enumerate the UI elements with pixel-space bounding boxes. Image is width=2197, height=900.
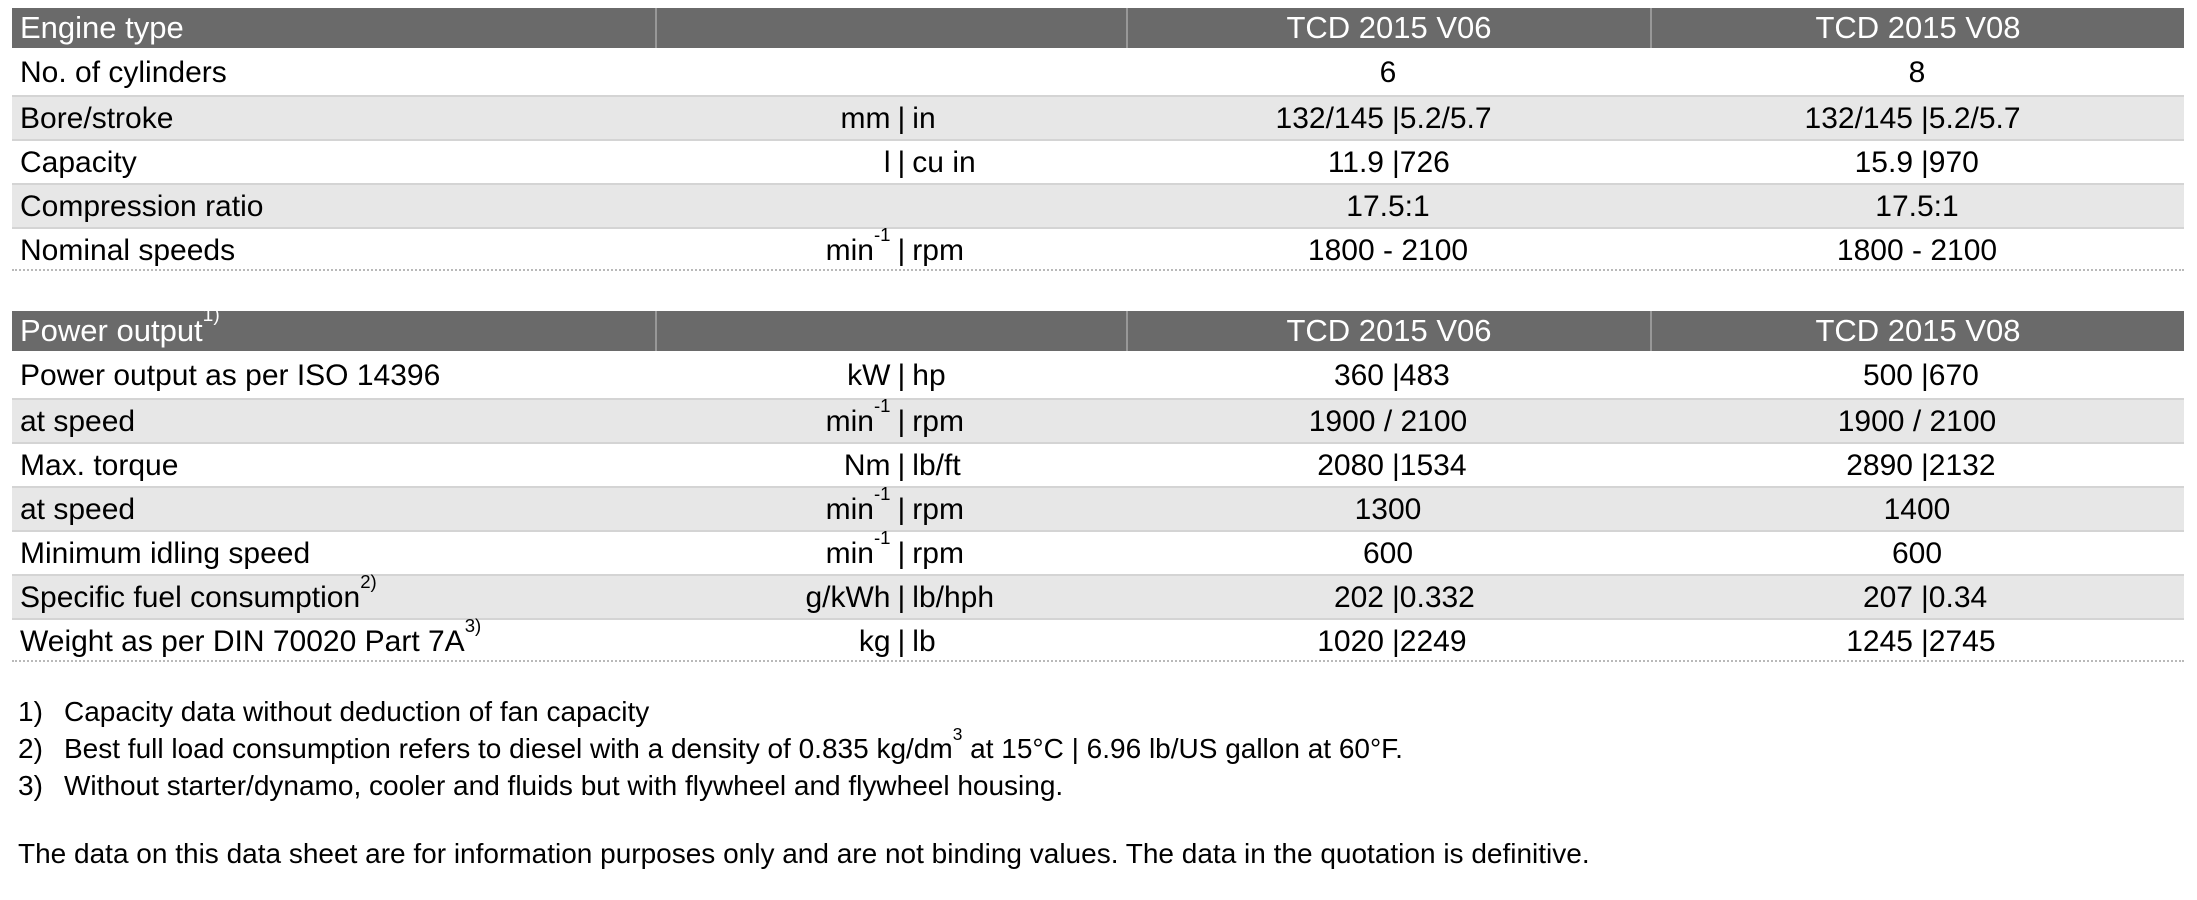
unit-cell: mm | in [840,102,936,135]
row-label: Max. torque [20,449,179,482]
footnote-text: Best full load consumption refers to diesel with a density of 0.835 $kg/dm^3$ at 15°C | 6.96 lb/US gallon at 60°F. [64,723,1403,764]
pipe-separator: | [1392,449,1400,482]
pipe-separator: | [897,537,906,570]
pipe-separator: | [1392,625,1400,658]
unit-cell: kW | hp [847,359,946,392]
row-label: Bore/stroke [20,102,174,135]
table-row [12,526,2184,574]
unit-cell: $\min^{-1}$ | rpm [825,223,964,267]
row-label: Minimum idling speed [20,537,311,570]
footnote-text: Without starter/dynamo, cooler and fluids but with flywheel and flywheel housing. [64,770,1064,801]
value-cell-v08: 1800 - 2100 [1836,234,1998,267]
pipe-separator: | [1392,102,1400,135]
value-cell-v06: 202 |0.332 [1333,581,1475,614]
pipe-separator: | [1921,102,1929,135]
footnote-ref-superscript: 3) [464,614,482,636]
pipe-separator: | [897,625,906,658]
pipe-separator: | [897,405,906,438]
table-row [12,614,2184,662]
footnote-item [18,767,2184,804]
pipe-separator: | [897,146,906,179]
pipe-separator: | [897,581,906,614]
column-header-v08: TCD 2015 V08 [1650,8,2184,48]
pipe-separator: | [897,359,906,392]
pipe-separator: | [897,234,906,267]
row-label: Capacity [20,146,137,179]
unit-cell [655,51,1126,95]
pipe-separator: | [1392,359,1400,392]
value-cell-v08: 1245 |2745 [1846,625,1996,658]
value-cell-v06: 1900 / 2100 [1308,405,1468,438]
footnote-marker: 3) [18,770,43,801]
value-cell-v06: 1300 [1354,493,1422,526]
unit-cell: Nm | lb/ft [843,449,961,482]
value-cell-v08: 207 |0.34 [1862,581,1988,614]
unit-cell: kg | lb [858,625,936,658]
unit-cell [655,185,1126,229]
value-cell-v08: 17.5:1 [1875,190,1959,223]
row-label: Nominal speeds [20,234,236,267]
unit-cell: l | cu in [883,146,976,179]
row-label: No. of cylinders [20,56,227,89]
disclaimer-text: The data on this data sheet are for information purposes only and are not binding values. The data in the quotation is definitive. [18,838,1590,869]
footnote-marker: 2) [18,733,43,764]
unit-superscript: -1 [873,394,891,416]
table-title: Engine type [20,10,184,45]
row-label: Weight as per DIN 70020 Part $7A^{3)}$ [20,614,482,658]
pipe-separator: | [897,449,906,482]
row-label: Specific fuel consumption$^{2)}$ [20,570,377,614]
value-cell-v06: 132/145 |5.2/5.7 [1275,102,1492,135]
table-title: Power output$^{1)}$ [20,305,220,348]
table-row [12,139,2184,183]
value-cell-v06: 6 [1379,56,1397,89]
footnote-item [18,723,2184,767]
table-header-row [12,305,2184,351]
column-header-v06: TCD 2015 V06 [1126,8,1650,48]
value-cell-v06: 360 |483 [1333,359,1450,392]
table-row [12,442,2184,486]
row-label: at speed [20,493,136,526]
pipe-separator: | [1392,581,1400,614]
table-row [12,394,2184,442]
footnote-marker: 1) [18,696,43,727]
table-row [12,482,2184,530]
header-spacer [655,8,1126,48]
unit-cell: $\min^{-1}$ | rpm [825,394,964,438]
value-cell-v08: 500 |670 [1862,359,1979,392]
unit-superscript: -1 [873,482,891,504]
pipe-separator: | [1921,449,1929,482]
table-row [12,570,2184,618]
cubed-superscript: 3 [952,723,963,744]
row-label: at speed [20,405,136,438]
value-cell-v08: 15.9 |970 [1854,146,1979,179]
row-label: Power output as per ISO 14396 [20,359,441,392]
footnotes-section [18,693,2184,804]
value-cell-v08: 132/145 |5.2/5.7 [1804,102,2021,135]
pipe-separator: | [1921,146,1929,179]
table-row [12,183,2184,227]
table-row [12,354,2184,398]
unit-cell: $\min^{-1}$ | rpm [825,482,964,526]
value-cell-v08: 1900 / 2100 [1837,405,1997,438]
pipe-separator: | [897,493,906,526]
unit-cell: g/kWh | lb/hph [805,581,995,614]
row-label: Compression ratio [20,190,264,223]
table-row [12,95,2184,139]
footnote-item [18,693,2184,730]
value-cell-v06: 1800 - 2100 [1307,234,1469,267]
value-cell-v08: 2890 |2132 [1846,449,1996,482]
column-header-v08: TCD 2015 V08 [1650,311,2184,351]
value-cell-v08: 1400 [1883,493,1951,526]
pipe-separator: | [1921,359,1929,392]
table-row [12,223,2184,271]
title-superscript: 1) [202,305,220,327]
pipe-separator: | [1921,581,1929,614]
pipe-separator: | [1921,625,1929,658]
value-cell-v06: 600 [1362,537,1414,570]
pipe-separator: | [897,102,906,135]
table-row [12,51,2184,95]
footnote-text: Capacity data without deduction of fan capacity [64,696,650,727]
value-cell-v06: 17.5:1 [1346,190,1430,223]
value-cell-v08: 8 [1908,56,1926,89]
column-header-v06: TCD 2015 V06 [1126,311,1650,351]
engine-type-table [12,8,2184,271]
value-cell-v08: 600 [1891,537,1943,570]
unit-superscript: -1 [873,526,891,548]
value-cell-v06: 2080 |1534 [1317,449,1467,482]
table-header-row [12,8,2184,48]
unit-cell: $\min^{-1}$ | rpm [825,526,964,570]
pipe-separator: | [1392,146,1400,179]
unit-superscript: -1 [873,223,891,245]
footnote-ref-superscript: 2) [360,570,377,592]
value-cell-v06: 11.9 |726 [1327,146,1450,179]
power-output-table [12,305,2184,662]
header-spacer [655,311,1126,351]
value-cell-v06: 1020 |2249 [1317,625,1467,658]
